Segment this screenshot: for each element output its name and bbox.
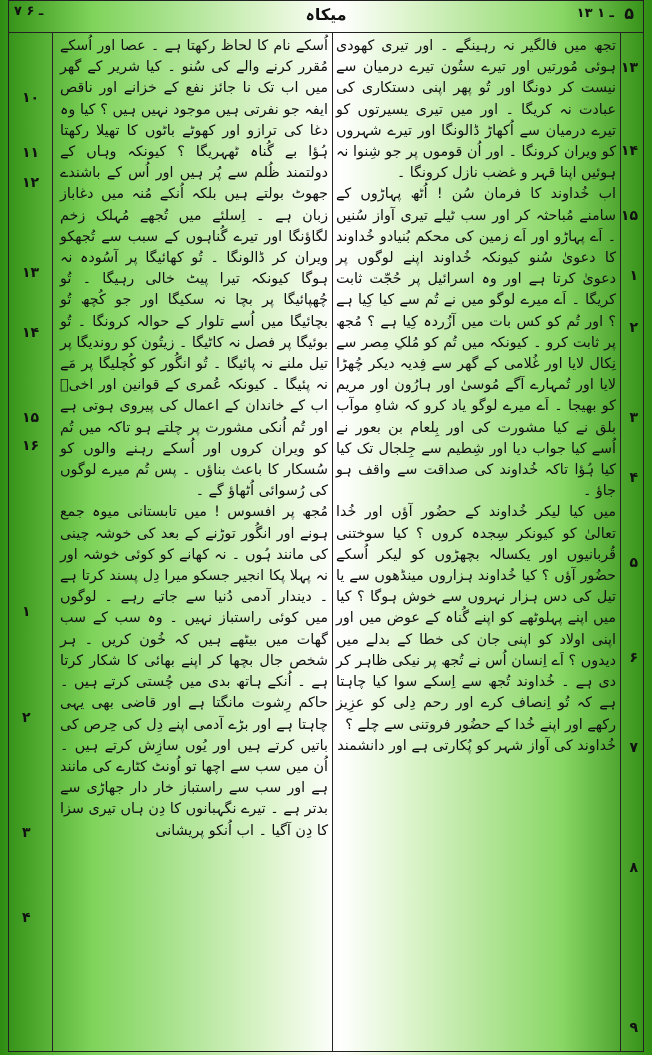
verse-number: ۱۲ [22, 175, 40, 191]
paragraph: اُسکے نام کا لحاظ رکھتا ہے ۔ عصا اور اُسکے مُقرر کرنے والے کی سُنو ۔ کیا شریر کے گھر میں اب تک نا جائز نفع کے خزانے اور ناقص ایفہ جو نفرتی ہیں موجود نہیں ہیں ؟ کیا وہ دغا کی ترازو اور کھوٹے باٹوں کا تھیلا رکھتا ہُؤا بے گُناہ ٹھہریگا ؟ کیونکہ وہاں کے دولتمند ظُلم سے پُر ہیں اور اُس کے باشندے جھوٹ بولتے ہیں بلکہ اُنکے مُنہ میں دغاباز زبان ہے ۔ اِسلئے میں تُجھے مُہلک زخم لگاؤنگا اور تیرے گُناہوں کے سبب سے تُجھکو ویران کر ڈالونگا ۔ تُو کھائیگا پر آسُودہ نہ ہوگا کیونکہ تیرا پیٹ خالی رہیگا ۔ تُو چُھپائیگا پر بچا نہ سکیگا اور جو کُچھ تُو بچائیگا میں اُسے تلوار کے حوالہ کرونگا ۔ تُو بوئیگا پر فصل نہ کاٹیگا ۔ زیتُون کو روندیگا پر تیل ملنے نہ پائیگا ۔ تُو انگُور کو کُچلیگا پر مَے نہ پئیگا ۔ کیونکہ عُمری کے قوانین اور اخیؔ اب کے خاندان کے اعمال کی پیروی ہوتی ہے اور تُم اُنکی مشورت پر چلتے ہو تاکہ میں تُم کو ویران کروں اور اُسکے رہنے والوں کو سُسکار کا باعث بناؤں ۔ پس تُم میرے لوگوں کی رُسوائی اُٹھاؤ گے ۔ [60, 38, 328, 500]
verse-number: ۱۴ [620, 143, 638, 159]
column-divider-center [332, 32, 333, 1052]
column-divider-right [620, 32, 621, 1052]
verse-number: ۱۳ [22, 265, 40, 281]
page-header [8, 0, 644, 33]
chapter-range-left: ۷ ـ ۶ [14, 4, 44, 19]
text-column-left [60, 36, 328, 842]
verse-number: ۷ [629, 740, 638, 756]
verse-number: ۱۳ [620, 60, 638, 76]
paragraph: خُداوند کی آواز شہر کو پُکارتی ہے اور دانشمند [337, 737, 616, 754]
verse-number: ۸ [629, 860, 638, 876]
verse-number: ۱۴ [22, 325, 40, 341]
chapter-number: ۵ [624, 4, 634, 23]
verse-number: ۵ [629, 555, 638, 571]
verse-number: ۲ [629, 320, 638, 336]
verse-number: ۴ [629, 470, 638, 486]
column-divider-left [52, 32, 53, 1052]
verse-number: ۱۵ [620, 208, 638, 224]
paragraph: مُجھ پر افسوس ! میں تابستانی میوہ جمع ہونے اور انگُور توڑنے کے بعد کی خوشہ چینی کی مانند ہُوں ۔ نہ کھانے کو کوئی خوشہ اور نہ پہلا پکا انجیر جسکو میرا دِل پسند کرتا ہے ۔ دیندار آدمی دُنیا سے جاتے رہے ۔ لوگوں میں کوئی راستباز نہیں ۔ وہ سب کے سب گھات میں بیٹھے ہیں کہ خُون کریں ۔ ہر شخص جال بچھا کر اپنے بھائی کا شکار کرتا ہے ۔ اُنکے ہاتھ بدی میں چُستی کرتے ہیں ۔ حاکم رِشوت مانگتا ہے اور قاضی بھی یہی چاہتا ہے اور بڑے آدمی اپنے دِل کی حِرص کی باتیں کرتے ہیں اور یُوں سازِش کرتے ہیں ۔ اُن میں سب سے اچھا تو اُونٹ کٹارے کی مانند ہے اور سب سے راستباز خار دار جھاڑی سے بدتر ہے ۔ تیرے نگہبانوں کا دِن ہاں تیری سزا کا دِن آگیا ۔ اب اُنکو پریشانی [60, 504, 328, 839]
verse-number: ۱۱ [22, 145, 40, 161]
chapter-range-right: ۱۳ ـ ۱ [576, 6, 614, 21]
paragraph: اب خُداوند کا فرمان سُن ! اُٹھ پہاڑوں کے سامنے مُباحثہ کر اور سب ٹیلے تیری آواز سُنیں ۔ اَے پہاڑو اور اَے زمین کی محکم بُنیادو خُداوند کا دعویٰ سُنو کیونکہ خُداوند اپنے لوگوں پر دعویٰ کرتا ہے اور وہ اسرائیل پر حُجّت ثابت کریگا ۔ اَے میرے لوگو میں نے تُم سے کیا کِیا ہے ؟ اور تُم کو کس بات میں آزُردہ کِیا ہے ؟ مُجھ پر ثابت کرو ۔ کیونکہ میں تُم کو مُلکِ مِصر سے نِکال لایا اور غُلامی کے گھر سے فِدیہ دیکر چُھڑا لایا اور تُمہارے آگے مُوسیٰ اور ہارُون اور مریم کو بھیجا ۔ اَے میرے لوگو یاد کرو کہ شاہِ موآب بلق نے کیا مشورت کی اور بِلعام بن بعور نے اُسے کیا جواب دیا اور شِطیم سے جِلجال تک کیا کیا ہُؤا تاکہ خُداوند کی صداقت سے واقف ہو جاؤ ۔ [336, 186, 616, 500]
verse-number: ۹ [629, 1020, 638, 1036]
verse-number: ۶ [629, 650, 638, 666]
verse-number: ۱۵ [22, 410, 40, 426]
verse-number: ۴ [22, 910, 31, 926]
verse-number: ۱ [629, 268, 638, 284]
book-title: میکاہ [305, 5, 347, 24]
verse-number: ۱۰ [22, 90, 40, 106]
text-column-right [336, 36, 616, 757]
verse-number: ۳ [22, 825, 31, 841]
paragraph: تجھ میں فالگیر نہ رہینگے ۔ اور تیری کھودی ہوئی مُورتیں اور تیرے ستُون تیرے درمیان سے نیست کر دونگا اور تُو پھر اپنی دستکاری کی عبادت نہ کریگا ۔ اور میں تیری یسیرتوں کو تیرے درمیان سے اُکھاڑ ڈالونگا اور تیرے شہروں کو ویران کرونگا ۔ اور اُن قوموں پر جو شِنوا نہ ہوئیں اپنا قہر و غضب نازل کرونگا ۔ [336, 38, 616, 182]
paragraph: میں کیا لیکر خُداوند کے حضُور آؤں اور خُدا تعالیٰ کو کیونکر سِجدہ کروں ؟ کیا سوختنی قُربانیوں اور یکسالہ بچھڑوں کو لیکر اُسکے حضُور آؤں ؟ کیا خُداوند ہزاروں مینڈھوں سے یا تیل کی دس ہزار نہروں سے خوش ہوگا ؟ کیا میں اپنے پہلوٹھے کو اپنے گُناہ کے عوض میں اور اپنی اولاد کو اپنی جان کی خطا کے بدلے میں دیدوں ؟ اَے اِنسان اُس نے تُجھ پر نیکی ظاہر کر دی ہے ۔ خُداوند تُجھ سے اِسکے سوا کیا چاہتا ہے کہ تُو اِنصاف کرے اور رحم دِلی کو عزِیز رکھے اور اپنے خُدا کے حضُور فروتنی سے چلے ؟ [336, 504, 616, 733]
verse-number: ۲ [22, 710, 31, 726]
verse-number: ۳ [629, 410, 638, 426]
verse-number: ۱۶ [22, 438, 40, 454]
verse-number: ۱ [22, 604, 31, 620]
